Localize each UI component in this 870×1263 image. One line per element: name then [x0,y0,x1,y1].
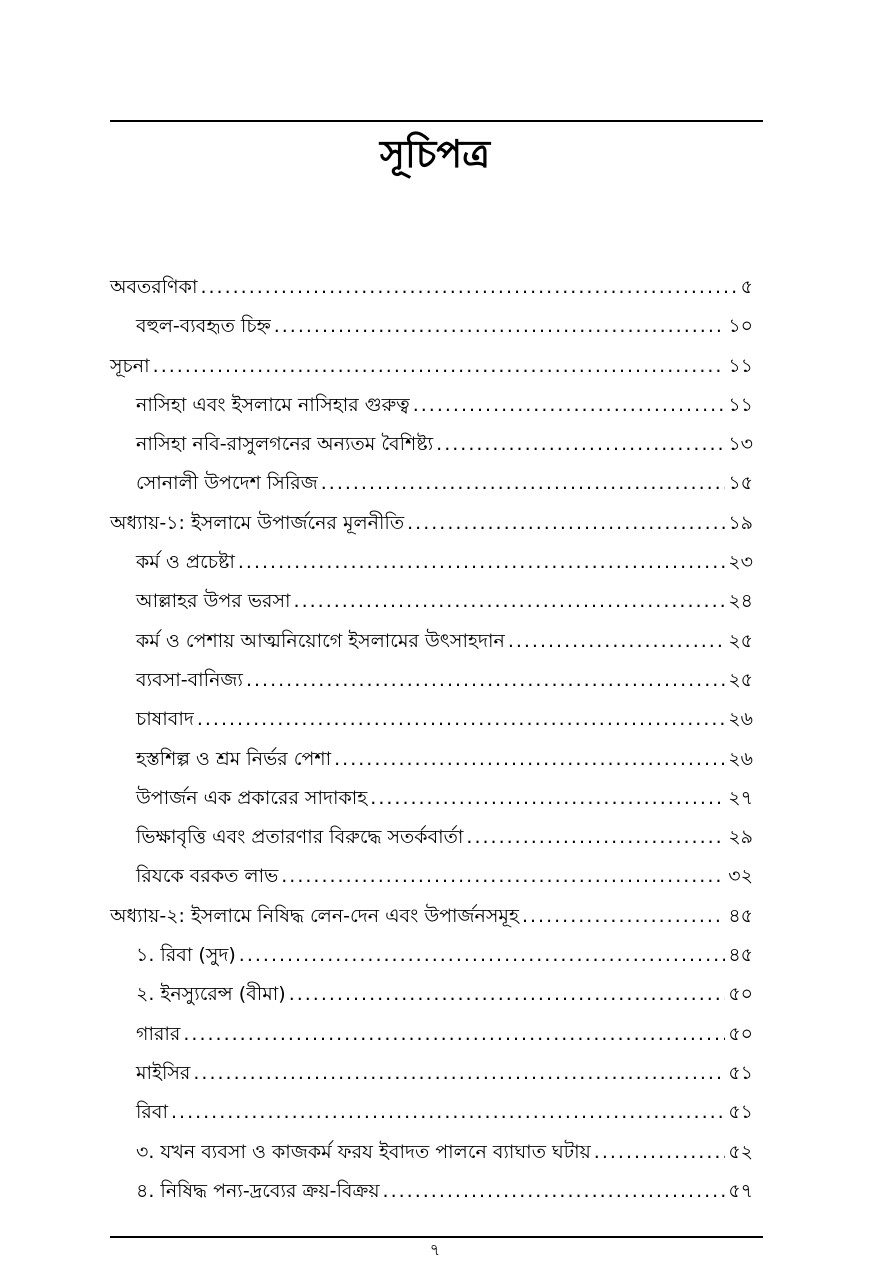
toc-entry[interactable] [110,582,753,621]
toc-entry[interactable] [110,464,753,503]
toc-entry-text: সূচনা [110,354,150,377]
toc-entry-text: অবতরণিকা [110,276,198,298]
toc-entry-text: ৩. যখন ব্যবসা ও কাজকর্ম ফরয ইবাদত পালনে ব্যাঘাত ঘটায় [136,1140,591,1163]
toc-entry-page: ৫২ [728,1140,753,1163]
toc-entry-text: কর্ম ও পেশায় আত্মনিয়োগে ইসলামের উৎসাহদান [136,629,505,652]
toc-entry-text: ১. রিবা (সুদ) [136,944,236,967]
toc-entry-text: মাইসির [136,1061,191,1084]
toc-entry-text: অধ্যায়-১: ইসলামে উপার্জনের মূলনীতি [110,511,405,534]
toc-entry-page: ৪৫ [728,904,753,927]
toc-entry[interactable] [110,1133,753,1172]
dot-leader [171,1093,725,1132]
toc-entry-page: ২৫ [728,629,753,652]
toc-entry[interactable] [110,543,753,582]
dot-leader [466,818,725,857]
toc-entry[interactable] [110,1015,753,1054]
toc-entry[interactable] [110,818,753,857]
dot-leader [334,740,725,779]
toc-entry[interactable] [110,622,753,661]
toc-entry-page: ২৩ [728,551,753,574]
dot-leader [321,464,726,503]
dot-leader [370,779,725,818]
bottom-rule [110,1236,763,1238]
toc-entry-text: নাসিহা এবং ইসলামে নাসিহার গুরুত্ব [136,393,410,416]
toc-entry-text: কর্ম ও প্রচেষ্টা [136,551,235,574]
toc-entry[interactable] [110,740,753,779]
toc-entry-text: গারার [136,1022,181,1045]
toc-entry-text: নাসিহা নবি-রাসুলগনের অন্যতম বৈশিষ্ট্য [136,433,434,456]
dot-leader [522,897,725,936]
toc-entry-text: অধ্যায়-২: ইসলামে নিষিদ্ধ লেন-দেন এবং উপার্জনসমূহ [110,904,519,927]
toc-entry-page: ৩২ [728,865,753,888]
toc-entry-page: ৫০ [728,983,753,1006]
dot-leader [289,975,726,1014]
dot-leader [508,622,726,661]
toc-entry[interactable] [110,700,753,739]
toc-entry-text: উপার্জন এক প্রকারের সাদাকাহ [136,786,368,809]
toc-entry-text: ৪. নিষিদ্ধ পন্য-দ্রব্যের ক্রয়-বিক্রয় [136,1179,380,1202]
top-rule [110,120,763,122]
toc-entry-page: ২৬ [728,708,753,731]
toc-entry[interactable] [110,1054,753,1093]
toc-entry[interactable] [110,661,753,700]
dot-leader [294,582,726,621]
dot-leader [239,936,726,975]
toc-entry-page: ২৬ [728,747,753,770]
toc-entry-page: ৫০ [728,1022,753,1045]
dot-leader [183,1015,725,1054]
dot-leader [246,661,725,700]
toc-entry-text: রিবা [136,1101,168,1124]
toc-entry[interactable] [110,936,753,975]
toc-entry-page: ৫১ [728,1061,753,1084]
toc-entry-text: ভিক্ষাবৃত্তি এবং প্রতারণার বিরুদ্ধে সতর্কবার্তা [136,826,464,849]
dot-leader [407,504,725,543]
toc-entry[interactable] [110,1172,753,1211]
toc-entry[interactable] [110,975,753,1014]
toc-entry-text: হস্তশিল্প ও শ্রম নির্ভর পেশা [136,747,332,770]
toc-entry-page: ১১ [728,354,753,377]
dot-leader [153,347,726,386]
toc-entry[interactable] [110,504,753,543]
toc-entry-page: ১৩ [728,433,753,456]
toc-entry-page: ২৫ [728,668,753,691]
dot-leader [413,386,726,425]
dot-leader [594,1133,726,1172]
toc-entry-text: বহুল-ব্যবহৃত চিহ্ন [136,315,271,338]
toc-entry-page: ১০ [728,315,753,338]
table-of-contents [110,268,753,1211]
toc-entry-page: ৪৫ [728,944,753,967]
toc-entry-text: রিযকে বরকত লাভ [136,865,279,888]
toc-entry-page: ২৪ [728,590,753,613]
toc-entry[interactable] [110,897,753,936]
dot-leader [238,543,725,582]
toc-entry-text: আল্লাহর উপর ভরসা [136,590,291,613]
toc-entry-text: চাষাবাদ [136,708,194,731]
dot-leader [281,857,725,896]
dot-leader [383,1172,726,1211]
toc-entry-text: সোনালী উপদেশ সিরিজ [136,472,318,495]
dot-leader [200,268,737,307]
toc-entry-page: ১৫ [728,472,753,495]
dot-leader [197,700,725,739]
dot-leader [274,307,726,346]
toc-entry[interactable] [110,386,753,425]
toc-entry[interactable] [110,779,753,818]
toc-entry-text: ২. ইনস্যুরেন্স (বীমা) [136,983,286,1006]
page-title: সূচিপত্র [379,132,491,176]
toc-entry-page: ৫ [740,276,753,298]
toc-entry[interactable] [110,347,753,386]
toc-entry-page: ২৭ [728,786,753,809]
toc-entry-page: ২৯ [728,826,753,849]
page-number: ৭ [429,1240,441,1259]
toc-entry[interactable] [110,268,753,307]
toc-entry-page: ১৯ [728,511,753,534]
toc-entry-text: ব্যবসা-বানিজ্য [136,668,243,691]
toc-entry[interactable] [110,425,753,464]
toc-entry-page: ১১ [728,393,753,416]
dot-leader [436,425,725,464]
toc-entry[interactable] [110,307,753,346]
toc-entry[interactable] [110,857,753,896]
toc-entry-page: ৫৭ [728,1179,753,1202]
dot-leader [193,1054,725,1093]
toc-entry-page: ৫১ [728,1101,753,1124]
toc-entry[interactable] [110,1093,753,1132]
